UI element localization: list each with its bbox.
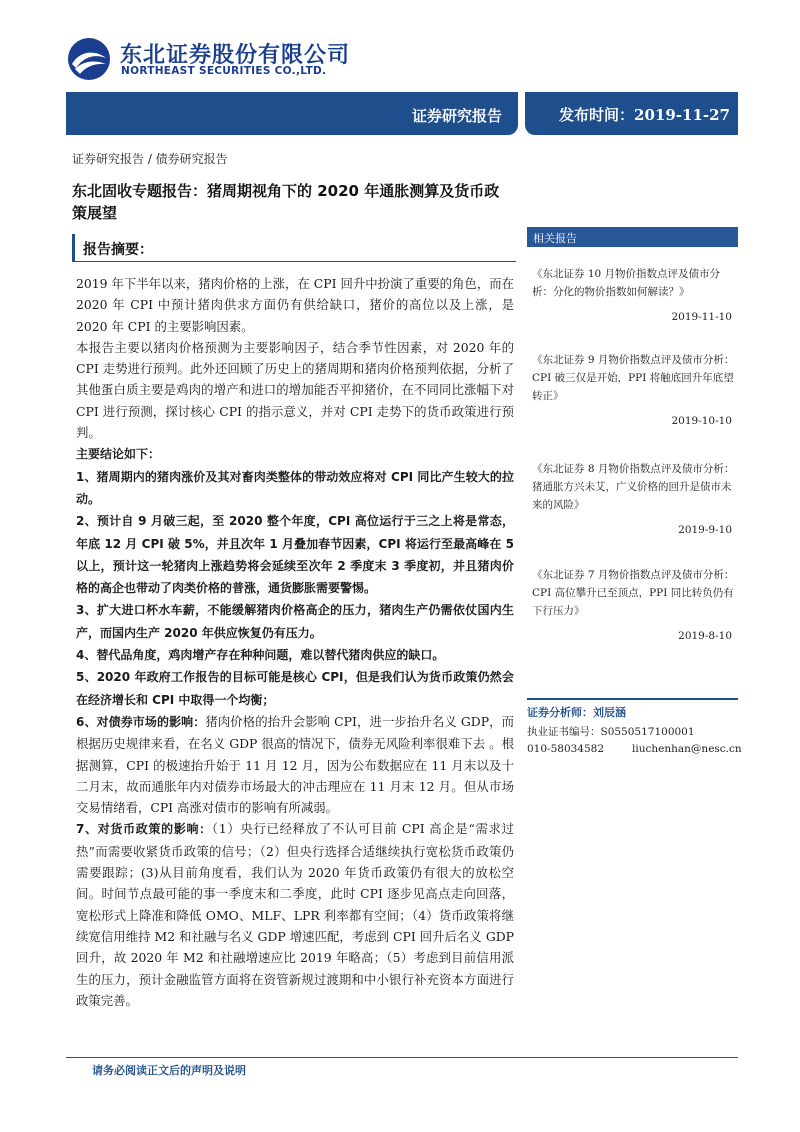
- analyst-license: 执业证书编号：S0550517100001: [527, 726, 695, 738]
- related-reports-heading: [527, 227, 738, 247]
- analyst-info: [527, 698, 742, 755]
- conclusion-item-6: [76, 711, 514, 818]
- related-report[interactable]: [532, 265, 740, 326]
- related-report-title[interactable]: 《东北证券 9 月物价指数点评及债市分析：CPI 破三仅是开始，PPI 将触底回升年底望转正》: [532, 354, 735, 402]
- conclusion-item: 1、猪周期内的猪肉涨价及其对畜肉类整体的带动效应将对 CPI 同比产生较大的拉动。: [76, 469, 514, 506]
- company-name-cn: 东北证券股份有限公司: [120, 43, 351, 68]
- related-report-title[interactable]: 《东北证券 7 月物价指数点评及债市分析：CPI 高位攀升已至顶点，PPI 同比转负仍有下行压力》: [532, 569, 735, 617]
- summary-heading: [72, 234, 516, 262]
- related-report-title[interactable]: 《东北证券 10 月物价指数点评及债市分析：分化的物价指数如何解读？》: [532, 268, 721, 298]
- related-report[interactable]: [532, 351, 740, 430]
- header-banner: [66, 92, 738, 135]
- related-report-date: 2019-11-10: [671, 311, 732, 323]
- related-report-title[interactable]: 《东北证券 8 月物价指数点评及债市分析：猪通胀方兴未艾，广义价格的回升是债市未来的风险》: [532, 463, 735, 511]
- analyst-phone: 010-58034582: [527, 743, 605, 755]
- conclusion-lead: 6、对债券市场的影响：: [76, 714, 206, 729]
- footer-divider: [66, 1057, 738, 1058]
- related-report-date: 2019-9-10: [678, 524, 732, 536]
- conclusion-text: 猪肉价格的抬升会影响 CPI，进一步抬升名义 GDP，而根据历史规律来看，在名义 GDP 很高的情况下，债券无风险利率很难下去 。根据测算，CPI 的极速抬升始于 11 月 12 月，因为公布数据应在 11 月末以及十二月末，故而通胀年内对债券市场最大的冲击理应在 11 月末 12 月。但从市场交易情绪看，CPI 高涨对债市的影响有所减弱。: [76, 713, 514, 816]
- publish-date: 发布时间：2019-11-27: [559, 106, 730, 124]
- analyst-contact: [527, 743, 742, 755]
- analyst-name: 证券分析师：刘辰涵: [527, 706, 626, 719]
- summary-heading-label: 报告摘要：: [83, 242, 153, 258]
- related-reports-label: 相关报告: [533, 232, 577, 245]
- company-name-en: NORTHEAST SECURITIES CO.,LTD.: [121, 65, 327, 77]
- conclusion-item: 4、替代品角度，鸡肉增产存在种种问题，难以替代猪肉供应的缺口。: [76, 648, 445, 663]
- conclusion-lead: 7、对货币政策的影响：: [76, 822, 212, 837]
- conclusion-item: 2、预计自 9 月破三起，至 2020 整个年度，CPI 高位运行于三之上将是常态，年底 12 月 CPI 破 5%，并且次年 1 月叠加春节因素，CPI 将运行至最高峰在 5 以上，预计这一轮猪肉上涨趋势将会延续至次年 2 季度末 3 季度初，并且猪肉价格的高企也带动了肉类价格的普涨，通货膨胀需要警惕。: [76, 514, 514, 596]
- related-report-date: 2019-10-10: [671, 415, 732, 427]
- analyst-email[interactable]: liuchenhan@nesc.cn: [632, 743, 742, 755]
- related-report[interactable]: [532, 460, 740, 539]
- publish-date-bar: [525, 92, 738, 135]
- related-report[interactable]: [532, 566, 740, 645]
- breadcrumb: 证券研究报告 / 债券研究报告: [72, 152, 228, 166]
- report-type-bar: [66, 92, 518, 135]
- related-report-date: 2019-8-10: [678, 630, 732, 642]
- company-logo: [66, 36, 366, 82]
- summary-paragraph: 2019 年下半年以来，猪肉价格的上涨，在 CPI 回升中扮演了重要的角色，而在 2020 年 CPI 中预计猪肉供求方面仍有供给缺口，猪价的高位以及上涨，是 2020 年 CPI 的主要影响因素。: [76, 276, 514, 334]
- page-title: 东北固收专题报告：猪周期视角下的 2020 年通胀测算及货币政策展望: [72, 182, 500, 222]
- company-logo-icon: [66, 36, 112, 82]
- summary-paragraph: 本报告主要以猪肉价格预测为主要影响因子，结合季节性因素，对 2020 年的 CPI 走势进行预判。此外还回顾了历史上的猪周期和猪肉价格预判依据，分析了其他蛋白质主要是鸡肉的增产和进口的增加能否平抑猪价，在不同同比涨幅下对 CPI 进行预测，探讨核心 CPI 的指示意义，并对 CPI 走势下的货币政策进行预判。: [76, 339, 514, 441]
- footer-disclaimer[interactable]: 请务必阅读正文后的声明及说明: [92, 1064, 246, 1077]
- summary-body: [76, 273, 514, 1011]
- conclusion-item-7: [76, 818, 514, 1011]
- conclusion-text: （1）央行已经释放了不认可目前 CPI 高企是“需求过热”而需要收紧货币政策的信号；（2）但央行选择合适继续执行宽松货币政策仍需要跟踪；(3)从目前角度看，我们认为 2020 年货币政策仍有很大的放松空间。时间节点最可能的事一季度末和二季度，此时 CPI 逐步见高点走向回落，宽松形式上降准和降低 OMO、MLF、LPR 利率都有空间；（4）货币政策将继续宽信用维持 M2 和社融与名义 GDP 增速匹配，考虑到 CPI 回升后名义 GDP 回升，故 2020 年 M2 和社融增速应比 2019 年略高；（5）考虑到目前信用派生的压力，预计金融监管方面将在资管新规过渡期和中小银行补充资本方面进行政策完善。: [76, 821, 515, 1008]
- analyst-divider: [527, 698, 738, 700]
- report-type: 证券研究报告: [411, 107, 502, 125]
- conclusion-item: 3、扩大进口杯水车薪，不能缓解猪肉价格高企的压力，猪肉生产仍需依仗国内生产，而国内生产 2020 年供应恢复仍有压力。: [76, 603, 514, 640]
- conclusions-heading: 主要结论如下：: [76, 447, 161, 462]
- conclusion-item: 5、2020 年政府工作报告的目标可能是核心 CPI，但是我们认为货币政策仍然会在经济增长和 CPI 中取得一个均衡；: [76, 670, 514, 707]
